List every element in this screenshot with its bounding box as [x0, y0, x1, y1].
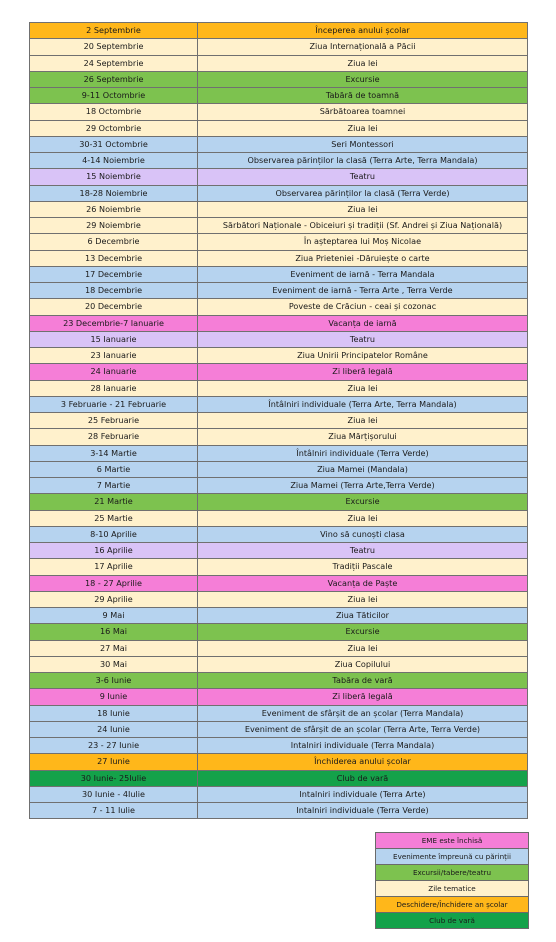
calendar-event-cell: Zi liberă legală	[198, 364, 528, 380]
calendar-date-cell: 9 Mai	[30, 608, 198, 624]
legend-row	[376, 833, 529, 849]
color-legend	[375, 832, 529, 929]
calendar-date-cell: 9-11 Octombrie	[30, 88, 198, 104]
calendar-row	[30, 234, 528, 250]
calendar-event-cell: Ziua lei	[198, 510, 528, 526]
calendar-row	[30, 39, 528, 55]
calendar-event-cell: Ziua Copilului	[198, 656, 528, 672]
calendar-event-cell: Ziua lei	[198, 120, 528, 136]
calendar-event-cell: Teatru	[198, 169, 528, 185]
calendar-date-cell: 27 Mai	[30, 640, 198, 656]
calendar-row	[30, 120, 528, 136]
calendar-row	[30, 705, 528, 721]
calendar-event-cell: Observarea părinților la clasă (Terra Verde)	[198, 185, 528, 201]
calendar-event-cell: Teatru	[198, 331, 528, 347]
calendar-event-cell: Închiderea anului școlar	[198, 754, 528, 770]
calendar-date-cell: 3-6 Iunie	[30, 673, 198, 689]
calendar-date-cell: 30 Iunie - 4Iulie	[30, 786, 198, 802]
calendar-row	[30, 543, 528, 559]
calendar-row	[30, 656, 528, 672]
calendar-event-cell: Vino să cunoști clasa	[198, 526, 528, 542]
calendar-row	[30, 136, 528, 152]
calendar-row	[30, 218, 528, 234]
calendar-row	[30, 673, 528, 689]
calendar-row	[30, 803, 528, 819]
calendar-row	[30, 104, 528, 120]
calendar-date-cell: 25 Februarie	[30, 413, 198, 429]
calendar-row	[30, 71, 528, 87]
calendar-date-cell: 6 Martie	[30, 461, 198, 477]
calendar-row	[30, 380, 528, 396]
calendar-event-cell: Eveniment de iarnă - Terra Mandala	[198, 266, 528, 282]
calendar-event-cell: Poveste de Crăciun - ceai și cozonac	[198, 299, 528, 315]
calendar-row	[30, 315, 528, 331]
calendar-event-cell: Vacanța de Paște	[198, 575, 528, 591]
calendar-row	[30, 396, 528, 412]
legend-label: Zile tematice	[376, 881, 529, 897]
calendar-event-cell: Eveniment de sfârșit de an școlar (Terra Mandala)	[198, 705, 528, 721]
calendar-event-cell: Eveniment de iarnă - Terra Arte , Terra Verde	[198, 283, 528, 299]
calendar-date-cell: 4-14 Noiembrie	[30, 153, 198, 169]
calendar-date-cell: 29 Octombrie	[30, 120, 198, 136]
legend-label: Deschidere/Închidere an școlar	[376, 897, 529, 913]
calendar-row	[30, 331, 528, 347]
school-calendar-table	[29, 22, 528, 819]
calendar-event-cell: Sărbători Naționale - Obiceiuri și tradiții (Sf. Andrei și Ziua Națională)	[198, 218, 528, 234]
calendar-date-cell: 29 Noiembrie	[30, 218, 198, 234]
calendar-event-cell: Club de vară	[198, 770, 528, 786]
calendar-row	[30, 169, 528, 185]
calendar-date-cell: 16 Mai	[30, 624, 198, 640]
calendar-event-cell: Întâlniri individuale (Terra Verde)	[198, 445, 528, 461]
calendar-row	[30, 640, 528, 656]
calendar-row	[30, 526, 528, 542]
calendar-date-cell: 24 Ianuarie	[30, 364, 198, 380]
calendar-event-cell: Observarea părinților la clasă (Terra Arte, Terra Mandala)	[198, 153, 528, 169]
calendar-date-cell: 28 Februarie	[30, 429, 198, 445]
legend-label: Evenimente împreună cu părinții	[376, 849, 529, 865]
calendar-event-cell: Ziua Mamei (Terra Arte,Terra Verde)	[198, 478, 528, 494]
calendar-event-cell: Zi liberă legală	[198, 689, 528, 705]
calendar-event-cell: În așteptarea lui Moș Nicolae	[198, 234, 528, 250]
calendar-row	[30, 364, 528, 380]
calendar-date-cell: 7 Martie	[30, 478, 198, 494]
calendar-row	[30, 786, 528, 802]
calendar-date-cell: 16 Aprilie	[30, 543, 198, 559]
calendar-event-cell: Ziua Tăticilor	[198, 608, 528, 624]
calendar-date-cell: 30 Mai	[30, 656, 198, 672]
calendar-date-cell: 24 Septembrie	[30, 55, 198, 71]
calendar-row	[30, 283, 528, 299]
calendar-date-cell: 17 Aprilie	[30, 559, 198, 575]
calendar-event-cell: Intalniri individuale (Terra Mandala)	[198, 738, 528, 754]
calendar-row	[30, 185, 528, 201]
calendar-row	[30, 153, 528, 169]
calendar-date-cell: 15 Ianuarie	[30, 331, 198, 347]
calendar-event-cell: Ziua Mamei (Mandala)	[198, 461, 528, 477]
calendar-date-cell: 23 Decembrie-7 Ianuarie	[30, 315, 198, 331]
calendar-event-cell: Excursie	[198, 71, 528, 87]
calendar-row	[30, 608, 528, 624]
calendar-event-cell: Ziua Mărțișorului	[198, 429, 528, 445]
calendar-event-cell: Ziua lei	[198, 55, 528, 71]
calendar-row	[30, 591, 528, 607]
calendar-row	[30, 299, 528, 315]
color-legend-body	[376, 833, 529, 929]
school-calendar-body	[30, 23, 528, 819]
legend-label: Club de vară	[376, 913, 529, 929]
calendar-row	[30, 348, 528, 364]
calendar-row	[30, 478, 528, 494]
calendar-row	[30, 445, 528, 461]
calendar-event-cell: Eveniment de sfârșit de an școlar (Terra Arte, Terra Verde)	[198, 721, 528, 737]
calendar-row	[30, 250, 528, 266]
calendar-date-cell: 21 Martie	[30, 494, 198, 510]
calendar-row	[30, 429, 528, 445]
calendar-row	[30, 721, 528, 737]
calendar-row	[30, 461, 528, 477]
calendar-row	[30, 624, 528, 640]
calendar-date-cell: 7 - 11 Iulie	[30, 803, 198, 819]
calendar-date-cell: 3-14 Martie	[30, 445, 198, 461]
calendar-event-cell: Teatru	[198, 543, 528, 559]
calendar-event-cell: Tradiții Pascale	[198, 559, 528, 575]
calendar-event-cell: Ziua lei	[198, 640, 528, 656]
legend-row	[376, 913, 529, 929]
calendar-date-cell: 29 Aprilie	[30, 591, 198, 607]
calendar-row	[30, 201, 528, 217]
calendar-date-cell: 30 Iunie- 25Iulie	[30, 770, 198, 786]
calendar-event-cell: Ziua Prieteniei -Dăruiește o carte	[198, 250, 528, 266]
calendar-date-cell: 18 Iunie	[30, 705, 198, 721]
calendar-date-cell: 26 Septembrie	[30, 71, 198, 87]
calendar-date-cell: 24 Iunie	[30, 721, 198, 737]
calendar-row	[30, 754, 528, 770]
legend-row	[376, 849, 529, 865]
calendar-event-cell: Tabără de toamnă	[198, 88, 528, 104]
calendar-date-cell: 20 Septembrie	[30, 39, 198, 55]
calendar-date-cell: 20 Decembrie	[30, 299, 198, 315]
calendar-date-cell: 23 Ianuarie	[30, 348, 198, 364]
calendar-date-cell: 17 Decembrie	[30, 266, 198, 282]
calendar-date-cell: 18-28 Noiembrie	[30, 185, 198, 201]
calendar-row	[30, 770, 528, 786]
calendar-event-cell: Întâlniri individuale (Terra Arte, Terra Mandala)	[198, 396, 528, 412]
calendar-row	[30, 266, 528, 282]
calendar-date-cell: 23 - 27 Iunie	[30, 738, 198, 754]
calendar-event-cell: Începerea anului școlar	[198, 23, 528, 39]
calendar-event-cell: Excursie	[198, 624, 528, 640]
legend-row	[376, 897, 529, 913]
legend-label: EME este închisă	[376, 833, 529, 849]
calendar-row	[30, 413, 528, 429]
calendar-event-cell: Ziua lei	[198, 413, 528, 429]
calendar-date-cell: 13 Decembrie	[30, 250, 198, 266]
calendar-event-cell: Excursie	[198, 494, 528, 510]
calendar-date-cell: 26 Noiembrie	[30, 201, 198, 217]
calendar-event-cell: Ziua Internațională a Păcii	[198, 39, 528, 55]
calendar-row	[30, 494, 528, 510]
calendar-row	[30, 88, 528, 104]
calendar-date-cell: 18 - 27 Aprilie	[30, 575, 198, 591]
calendar-event-cell: Seri Montessori	[198, 136, 528, 152]
legend-row	[376, 865, 529, 881]
calendar-event-cell: Ziua lei	[198, 201, 528, 217]
legend-row	[376, 881, 529, 897]
calendar-row	[30, 689, 528, 705]
calendar-date-cell: 3 Februarie - 21 Februarie	[30, 396, 198, 412]
calendar-row	[30, 738, 528, 754]
calendar-row	[30, 575, 528, 591]
calendar-date-cell: 6 Decembrie	[30, 234, 198, 250]
calendar-date-cell: 30-31 Octombrie	[30, 136, 198, 152]
calendar-date-cell: 9 Iunie	[30, 689, 198, 705]
calendar-date-cell: 8-10 Aprilie	[30, 526, 198, 542]
calendar-date-cell: 25 Martie	[30, 510, 198, 526]
calendar-date-cell: 27 Iunie	[30, 754, 198, 770]
calendar-event-cell: Ziua Unirii Principatelor Române	[198, 348, 528, 364]
calendar-date-cell: 18 Octombrie	[30, 104, 198, 120]
calendar-row	[30, 559, 528, 575]
calendar-event-cell: Tabăra de vară	[198, 673, 528, 689]
calendar-event-cell: Ziua lei	[198, 591, 528, 607]
calendar-date-cell: 28 Ianuarie	[30, 380, 198, 396]
calendar-event-cell: Intalniri individuale (Terra Verde)	[198, 803, 528, 819]
calendar-date-cell: 18 Decembrie	[30, 283, 198, 299]
calendar-row	[30, 23, 528, 39]
calendar-event-cell: Intalniri individuale (Terra Arte)	[198, 786, 528, 802]
calendar-row	[30, 55, 528, 71]
calendar-date-cell: 2 Septembrie	[30, 23, 198, 39]
calendar-date-cell: 15 Noiembrie	[30, 169, 198, 185]
calendar-row	[30, 510, 528, 526]
legend-label: Excursii/tabere/teatru	[376, 865, 529, 881]
calendar-event-cell: Vacanța de iarnă	[198, 315, 528, 331]
calendar-event-cell: Ziua lei	[198, 380, 528, 396]
calendar-event-cell: Sărbătoarea toamnei	[198, 104, 528, 120]
